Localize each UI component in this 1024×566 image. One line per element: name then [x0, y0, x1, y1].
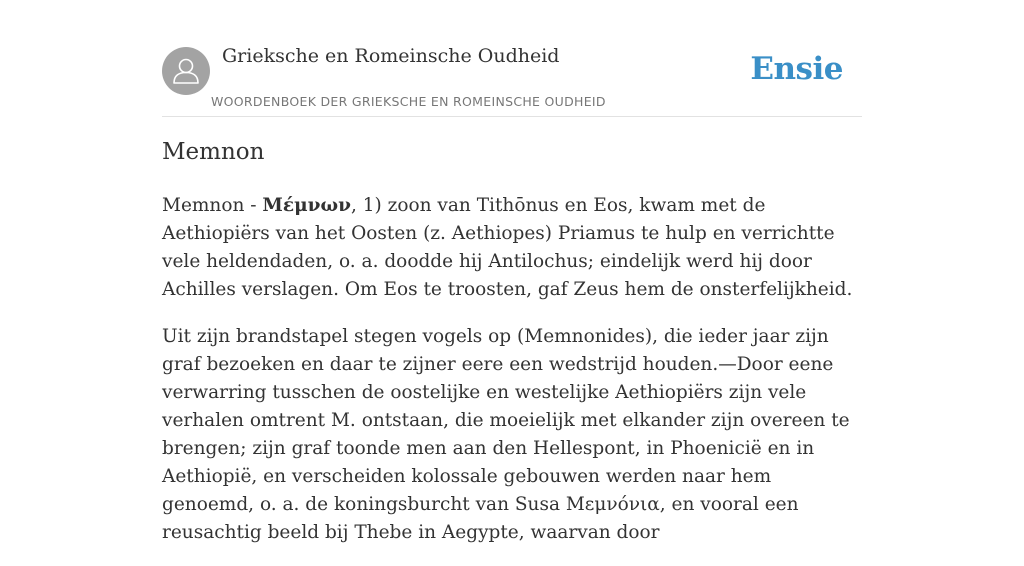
paragraph-2: Uit zijn brandstapel stegen vogels op (Memnonides), die ieder jaar zijn graf bezoeken en daar te zijner eere een wedstrijd houden.—Door eene verwarring tusschen de oostelijke en westelijke Aethiopiërs zijn vele verhalen omtrent M. ontstaan, die moeielijk met elkander zijn overeen te brengen; zijn graf toonde men aan den Hellespont, in Phoenicië en in Aethiopië, en verscheiden kolossale gebouwen werden naar hem genoemd, o. a. de koningsburcht van Susa Μεμνόνια, en vooral een reusachtig beeld bij Thebe in Aegypte, waarvan door	[162, 326, 850, 543]
page	[162, 0, 862, 543]
user-silhouette-icon	[162, 47, 210, 95]
avatar[interactable]	[162, 47, 210, 95]
brand-logo[interactable]: Ensie	[750, 51, 843, 87]
paragraph-1-text: , 1) zoon van Tithōnus en Eos, kwam met de Aethiopiërs van het Oosten (z. Aethiopes) Priamus te hulp en verrichtte vele heldendaden, o. a. doodde hij Antilochus; eindelijk werd hij door Achilles verslagen. Om Eos te troosten, gaf Zeus hem de onsterfelijkheid.	[162, 195, 853, 300]
article-body	[162, 192, 862, 566]
greek-term: Μέμνων	[262, 195, 351, 216]
paragraph-1	[162, 192, 862, 304]
entry-term: Memnon	[162, 195, 245, 216]
site-subtitle: WOORDENBOEK DER GRIEKSCHE EN ROMEINSCHE OUDHEID	[211, 94, 606, 109]
site-header	[162, 0, 862, 117]
term-separator: -	[244, 195, 263, 216]
site-title[interactable]: Grieksche en Romeinsche Oudheid	[222, 45, 560, 67]
article-title: Memnon	[162, 139, 265, 165]
